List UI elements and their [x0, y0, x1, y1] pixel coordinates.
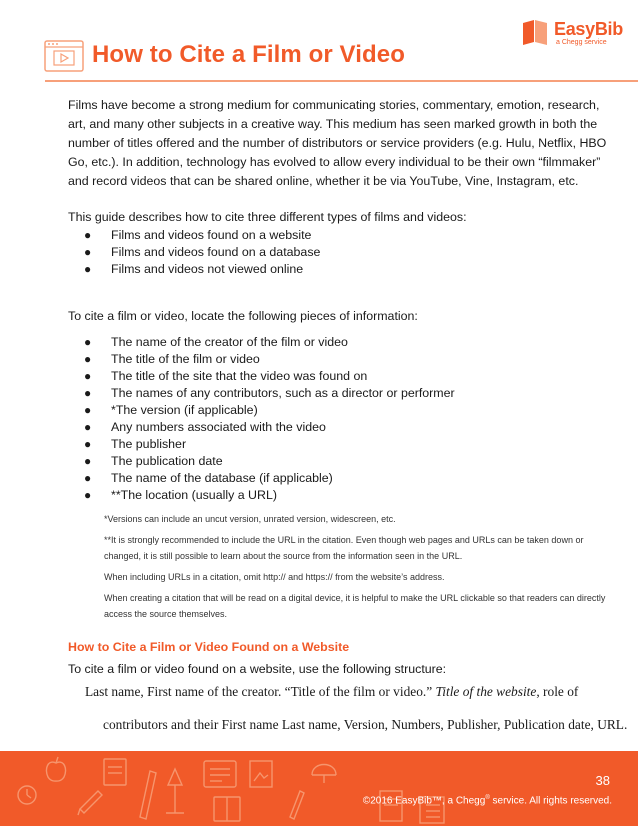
citation-structure-line-1: Last name, First name of the creator. “Title of the film or video.” Title of the website, role of [85, 684, 579, 699]
note-url-recommended: **It is strongly recommended to include the URL in the citation. Even though web pages and URLs can be taken down or changed, it is still possible to learn about the source from the information seen in the URL. [104, 535, 584, 561]
logo-subtitle: a Chegg service [556, 39, 607, 46]
guide-line: This guide describes how to cite three different types of films and videos: [68, 210, 467, 224]
document-icon [204, 761, 236, 787]
bullet-icon: ● [84, 335, 92, 349]
footer-pattern [0, 751, 638, 826]
bullet-icon: ● [84, 403, 92, 417]
list-item: ● **The location (usually a URL) [84, 488, 277, 502]
page-header [0, 0, 638, 90]
list-item: ● Films and videos found on a website [84, 228, 312, 242]
book-logo-icon [520, 18, 550, 46]
bullet-icon: ● [84, 386, 92, 400]
citation-structure-line-2: contributors and their First name Last name, Version, Numbers, Publisher, Publication date, URL. [103, 717, 628, 732]
easybib-logo [520, 18, 630, 48]
note-omit-http: When including URLs in a citation, omit http:// and https:// from the website’s address. [104, 572, 445, 582]
ruler-angle-icon [290, 791, 304, 819]
logo-name: EasyBib [554, 19, 623, 39]
book-icon [214, 797, 240, 821]
list-item: ● Films and videos not viewed online [84, 262, 304, 276]
notes-block [68, 511, 608, 622]
page-title: How to Cite a Film or Video [92, 41, 405, 68]
note-versions: *Versions can include an uncut version, unrated version, widescreen, etc. [104, 514, 396, 524]
clock-icon [18, 786, 36, 804]
bullet-icon: ● [84, 454, 92, 468]
list-item: ● The publication date [84, 454, 223, 468]
page-number: 38 [595, 773, 610, 788]
bullet-icon: ● [84, 437, 92, 451]
video-player-icon [44, 40, 84, 72]
list-item: ● The publisher [84, 437, 187, 451]
desk-lamp-icon [166, 769, 184, 813]
image-frame-icon [250, 761, 272, 787]
list-item: ● Any numbers associated with the video [84, 420, 326, 434]
pieces-lead: To cite a film or video, locate the following pieces of information: [68, 309, 418, 323]
bullet-icon: ● [84, 228, 92, 242]
section-heading-website: How to Cite a Film or Video Found on a Website [68, 640, 350, 654]
cup-icon [312, 765, 336, 784]
notepad-icon [104, 759, 126, 785]
list-item: ● The title of the film or video [84, 352, 260, 366]
copyright-notice: ©2016 EasyBib™, a Chegg® service. All rights reserved. [362, 795, 612, 807]
page-content [68, 96, 628, 734]
list-item: ● Films and videos found on a database [84, 245, 321, 259]
list-item: ● The name of the database (if applicable) [84, 471, 333, 485]
list-item: ● The name of the creator of the film or video [84, 335, 348, 349]
pieces-list [68, 334, 608, 504]
bullet-icon: ● [84, 488, 92, 502]
website-lead: To cite a film or video found on a website, use the following structure: [68, 662, 447, 676]
bullet-icon: ● [84, 262, 92, 276]
page-footer [0, 751, 638, 826]
intro-paragraph: Films have become a strong medium for communicating stories, commentary, emotion, research, art, and many other subjects in a creative way. This medium has seen marked growth in both the number of titles offered and the number of distributors or service providers (e.g. Hulu, Netflix, HBO Go, etc.). In addition, technology has evolved to allow every individual to be their own “filmmaker” and record videos that can be shared online, whether it be via YouTube, Vine, Instagram, etc. [68, 98, 607, 188]
bullet-icon: ● [84, 352, 92, 366]
title-rule [45, 80, 638, 82]
bullet-icon: ● [84, 369, 92, 383]
bullet-icon: ● [84, 420, 92, 434]
film-types-list [68, 227, 608, 278]
bullet-icon: ● [84, 471, 92, 485]
list-item: ● The title of the site that the video was found on [84, 369, 368, 383]
apple-icon [46, 757, 65, 781]
note-clickable-url: When creating a citation that will be read on a digital device, it is helpful to make the URL clickable so that readers can directly access the source themselves. [104, 593, 606, 619]
list-item: ● The names of any contributors, such as a director or performer [84, 386, 455, 400]
bullet-icon: ● [84, 245, 92, 259]
ruler-icon [140, 771, 156, 819]
pencil-icon [78, 791, 102, 815]
list-item: ● *The version (if applicable) [84, 403, 258, 417]
